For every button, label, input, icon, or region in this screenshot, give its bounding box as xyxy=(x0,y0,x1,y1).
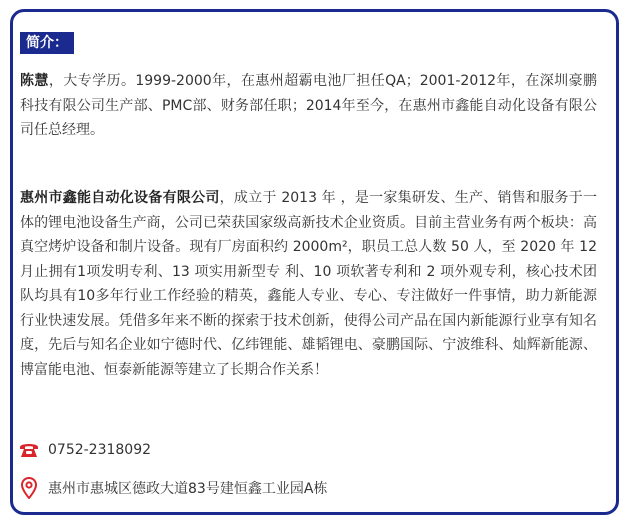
company-paragraph xyxy=(20,186,597,382)
telephone-icon xyxy=(18,439,40,461)
person-name: 陈慧 xyxy=(20,73,49,89)
person-bio: ，大专学历。1999-2000年，在惠州超霸电池厂担任QA；2001-2012年，在深圳豪鹏科技有限公司生产部、PMC部、财务部任职；2014年至今，在惠州市鑫能自动化设备有限公司任总经理。 xyxy=(20,73,597,138)
company-description: ，成立于 2013 年 ，是一家集研发、生产、销售和服务于一体的锂电池设备生产商，公司已荣获国家级高新技术企业资质。目前主营业务有两个板块：高真空烤炉设备和制片设备。现有厂房面积约 2000m²，职员工总人数 50 人，至 2020 年 12 月止拥有1项发明专利、13 项实用新型专 利、10 项软著专利和 2 项外观专利，核心技术团队均具有10多年行业工作经验的精英，鑫能人专业、专心、专注做好一件事情，助力新能源行业快速发展。凭借多年来不断的探索于技术创新，使得公司产品在国内新能源行业享有知名度，先后与知名企业如宁德时代、亿纬锂能、雄韬锂电、豪鹏国际、宁波维科、灿辉新能源、博富能电池、恒泰新能源等建立了长期合作关系！ xyxy=(20,190,598,378)
person-paragraph xyxy=(20,69,597,143)
phone-row xyxy=(18,438,151,462)
intro-label: 简介： xyxy=(20,32,74,54)
phone-number: 0752-2318092 xyxy=(48,442,152,458)
address-row xyxy=(18,476,327,500)
location-pin-icon xyxy=(18,477,40,499)
address-text: 惠州市惠城区德政大道83号建恒鑫工业园A栋 xyxy=(48,481,328,497)
company-name: 惠州市鑫能自动化设备有限公司 xyxy=(20,190,220,206)
